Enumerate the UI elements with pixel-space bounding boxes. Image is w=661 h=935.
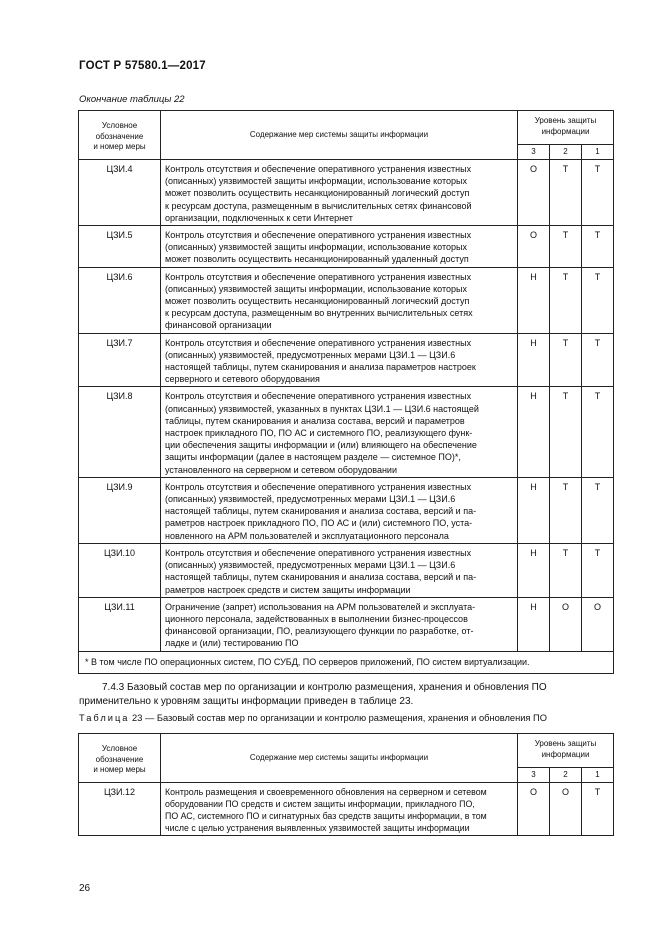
header-code-cell: [79, 734, 161, 783]
header-content-cell: Содержание мер системы защиты информации: [161, 111, 518, 160]
header-code-line: обозначение: [95, 754, 144, 764]
header-level-line: информации: [541, 749, 590, 759]
paragraph-line: [79, 681, 614, 695]
measure-content-line: организации, подключенных к сети Интернет: [165, 212, 353, 223]
table-row: [79, 783, 614, 836]
measure-content-line: Контроль отсутствия и обеспечение оперативного устранения известных: [165, 481, 472, 492]
measure-content-line: к ресурсам доступа, размещенным в вычислительных сетях финансовой: [165, 200, 472, 211]
table-row: [79, 267, 614, 333]
measure-content: [161, 387, 518, 477]
measure-content-line: (описанных) уязвимостей, предусмотренных мерами ЦЗИ.1 — ЦЗИ.6: [165, 494, 456, 505]
protection-level-3: О: [518, 783, 550, 836]
measure-content-line: настоящей таблицы, путем сканирования и анализа состава, версий и па-: [165, 506, 477, 517]
measure-content-line: защиты информации (далее в настоящем разделе — системное ПО)*,: [165, 452, 461, 463]
header-level-1: 1: [582, 145, 614, 160]
table-header-row: [79, 111, 614, 145]
measure-content-line: настроек прикладного ПО, ПО АС и системного ПО, реализующего функ-: [165, 428, 473, 439]
paragraph-line: применительно к уровням защиты информации приведен в таблице 23.: [79, 696, 414, 707]
header-code-line: Условное: [101, 121, 138, 130]
measure-content: [161, 597, 518, 651]
measure-content-line: ладке и (или) тестированию ПО: [165, 638, 299, 649]
protection-level-1: Т: [582, 160, 614, 226]
measure-content-line: установленного на серверном и сетевом оборудовании: [165, 464, 397, 475]
protection-level-1: Т: [582, 387, 614, 477]
document-header: ГОСТ Р 57580.1—2017: [79, 60, 206, 72]
measure-code: ЦЗИ.4: [79, 160, 161, 226]
table-row: [79, 333, 614, 387]
measure-code: ЦЗИ.9: [79, 477, 161, 543]
header-level-2: 2: [550, 145, 582, 160]
measure-content-line: числе с целью устранения выявленных уязвимостей защиты информации: [165, 823, 470, 833]
header-code-line: Условное: [101, 744, 138, 753]
measure-content: [161, 160, 518, 226]
header-level-3: 3: [518, 768, 550, 783]
measure-content-line: Контроль отсутствия и обеспечение оперативного устранения известных: [165, 391, 472, 402]
section-paragraph: [79, 681, 614, 709]
protection-level-3: О: [518, 160, 550, 226]
table-row: [79, 226, 614, 268]
header-level-2: 2: [550, 768, 582, 783]
table-row: [79, 477, 614, 543]
measure-content-line: ционного персонала, задействованных в выполнении бизнес-процессов: [165, 613, 468, 624]
protection-level-2: О: [550, 597, 582, 651]
measure-content-line: раметров настроек прикладного ПО, ПО АС и (или) системного ПО, уста-: [165, 518, 473, 529]
measure-content-line: Контроль отсутствия и обеспечение оперативного устранения известных: [165, 164, 472, 174]
table23-caption-label: Таблица: [79, 713, 130, 723]
table22-caption: Окончание таблицы 22: [79, 94, 185, 105]
measure-code: ЦЗИ.10: [79, 543, 161, 597]
measure-content-line: ции обеспечения защиты информации и (или) влияющего на обеспечение: [165, 440, 477, 451]
protection-level-1: Т: [582, 477, 614, 543]
measure-content-line: (описанных) уязвимостей, указанных в пунктах ЦЗИ.1 — ЦЗИ.6 настоящей: [165, 403, 479, 414]
protection-level-1: Т: [582, 543, 614, 597]
measure-content-line: Контроль отсутствия и обеспечение оперативного устранения известных: [165, 271, 472, 282]
header-code-line: обозначение: [95, 131, 144, 141]
measure-content: [161, 783, 518, 836]
table-row: [79, 387, 614, 477]
measure-content-line: к ресурсам доступа, размещенным во внутренних вычислительных сетях: [165, 308, 473, 319]
protection-level-3: Н: [518, 597, 550, 651]
measure-content: [161, 477, 518, 543]
measure-content-line: таблицы, путем сканирования и анализа состава, версий и параметров: [165, 415, 465, 426]
header-level-1: 1: [582, 768, 614, 783]
measure-code: ЦЗИ.12: [79, 783, 161, 836]
header-level-cell: [518, 734, 614, 768]
measure-content-line: может позволить осуществить несанкционированный удаленный доступ: [165, 254, 469, 265]
measure-content-line: Контроль размещения и своевременного обновления на серверном и сетевом: [165, 787, 487, 797]
table-23: [78, 733, 614, 836]
protection-level-3: Н: [518, 477, 550, 543]
measure-content: [161, 543, 518, 597]
protection-level-2: Т: [550, 267, 582, 333]
protection-level-1: Т: [582, 226, 614, 268]
header-level-line: информации: [541, 126, 590, 136]
measure-content-line: Контроль отсутствия и обеспечение оперативного устранения известных: [165, 337, 472, 348]
measure-code: ЦЗИ.5: [79, 226, 161, 268]
measure-content-line: (описанных) уязвимостей, предусмотренных мерами ЦЗИ.1 — ЦЗИ.6: [165, 349, 456, 360]
measure-content-line: (описанных) уязвимостей защиты информации, использование которых: [165, 283, 467, 294]
table23-caption: [79, 713, 547, 723]
table-row: [79, 543, 614, 597]
measure-content-line: серверного и сетевого оборудования: [165, 374, 320, 385]
footnote-row: [79, 651, 614, 673]
protection-level-1: Т: [582, 783, 614, 836]
page-number: 26: [79, 883, 91, 894]
protection-level-3: О: [518, 226, 550, 268]
protection-level-2: О: [550, 783, 582, 836]
header-level-line: Уровень защиты: [534, 116, 597, 125]
measure-content-line: настоящей таблицы, путем сканирования и анализа параметров настроек: [165, 362, 476, 373]
measure-content-line: раметров настроек средств и систем защиты информации: [165, 584, 411, 595]
measure-code: ЦЗИ.11: [79, 597, 161, 651]
measure-content: [161, 226, 518, 268]
header-level-cell: [518, 111, 614, 145]
header-content-cell: Содержание мер системы защиты информации: [161, 734, 518, 783]
header-level-line: Уровень защиты: [534, 739, 597, 748]
measure-content-line: (описанных) уязвимостей, предусмотренных мерами ЦЗИ.1 — ЦЗИ.6: [165, 560, 456, 571]
table22-footnote: * В том числе ПО операционных систем, ПО СУБД, ПО серверов приложений, ПО систем виртуализации.: [79, 651, 614, 673]
protection-level-3: Н: [518, 543, 550, 597]
measure-code: ЦЗИ.6: [79, 267, 161, 333]
table23-caption-text: 23 — Базовый состав мер по организации и контролю размещения, хранения и обновления ПО: [129, 713, 547, 723]
protection-level-2: Т: [550, 543, 582, 597]
measure-content-line: ПО АС, системного ПО и сигнатурных баз средств защиты информации, в том: [165, 811, 487, 821]
measure-content-line: финансовой организации, ПО, реализующего функции по разработке, от-: [165, 626, 474, 637]
measure-content-line: Контроль отсутствия и обеспечение оперативного устранения известных: [165, 547, 472, 558]
measure-content: [161, 333, 518, 387]
measure-content-line: (описанных) уязвимостей защиты информации, использование которых: [165, 176, 467, 187]
table-row: [79, 597, 614, 651]
protection-level-1: О: [582, 597, 614, 651]
paragraph-text: 7.4.3 Базовый состав мер по организации и контролю размещения, хранения и обновления ПО: [102, 682, 547, 693]
measure-content-line: Ограничение (запрет) использования на АРМ пользователей и эксплуата-: [165, 601, 476, 612]
measure-content-line: оборудовании ПО средств и систем защиты информации, прикладного ПО,: [165, 799, 475, 809]
table22-body: [79, 160, 614, 652]
protection-level-1: Т: [582, 333, 614, 387]
protection-level-2: Т: [550, 387, 582, 477]
protection-level-1: Т: [582, 267, 614, 333]
measure-content-line: Контроль отсутствия и обеспечение оперативного устранения известных: [165, 230, 472, 241]
protection-level-3: Н: [518, 267, 550, 333]
table-row: [79, 160, 614, 226]
header-level-3: 3: [518, 145, 550, 160]
header-code-line: и номер меры: [93, 765, 146, 774]
measure-code: ЦЗИ.7: [79, 333, 161, 387]
table-22: [78, 110, 614, 674]
measure-content: [161, 267, 518, 333]
measure-content-line: может позволить осуществить несанкционированный логический доступ: [165, 296, 470, 307]
table23-body: [79, 783, 614, 836]
protection-level-2: Т: [550, 333, 582, 387]
measure-content-line: новленного на АРМ пользователей и эксплуатационного персонала: [165, 530, 449, 541]
header-code-line: и номер меры: [93, 142, 146, 151]
measure-content-line: настоящей таблицы, путем сканирования и анализа состава, версий и па-: [165, 572, 477, 583]
protection-level-2: Т: [550, 477, 582, 543]
header-code-cell: [79, 111, 161, 160]
measure-content-line: может позволить осуществить несанкционированный логический доступ: [165, 188, 470, 199]
table-header-row: [79, 734, 614, 768]
measure-content-line: (описанных) уязвимостей защиты информации, использование которых: [165, 242, 467, 253]
protection-level-3: Н: [518, 387, 550, 477]
protection-level-2: Т: [550, 226, 582, 268]
protection-level-3: Н: [518, 333, 550, 387]
protection-level-2: Т: [550, 160, 582, 226]
measure-content-line: финансовой организации: [165, 320, 272, 331]
measure-code: ЦЗИ.8: [79, 387, 161, 477]
